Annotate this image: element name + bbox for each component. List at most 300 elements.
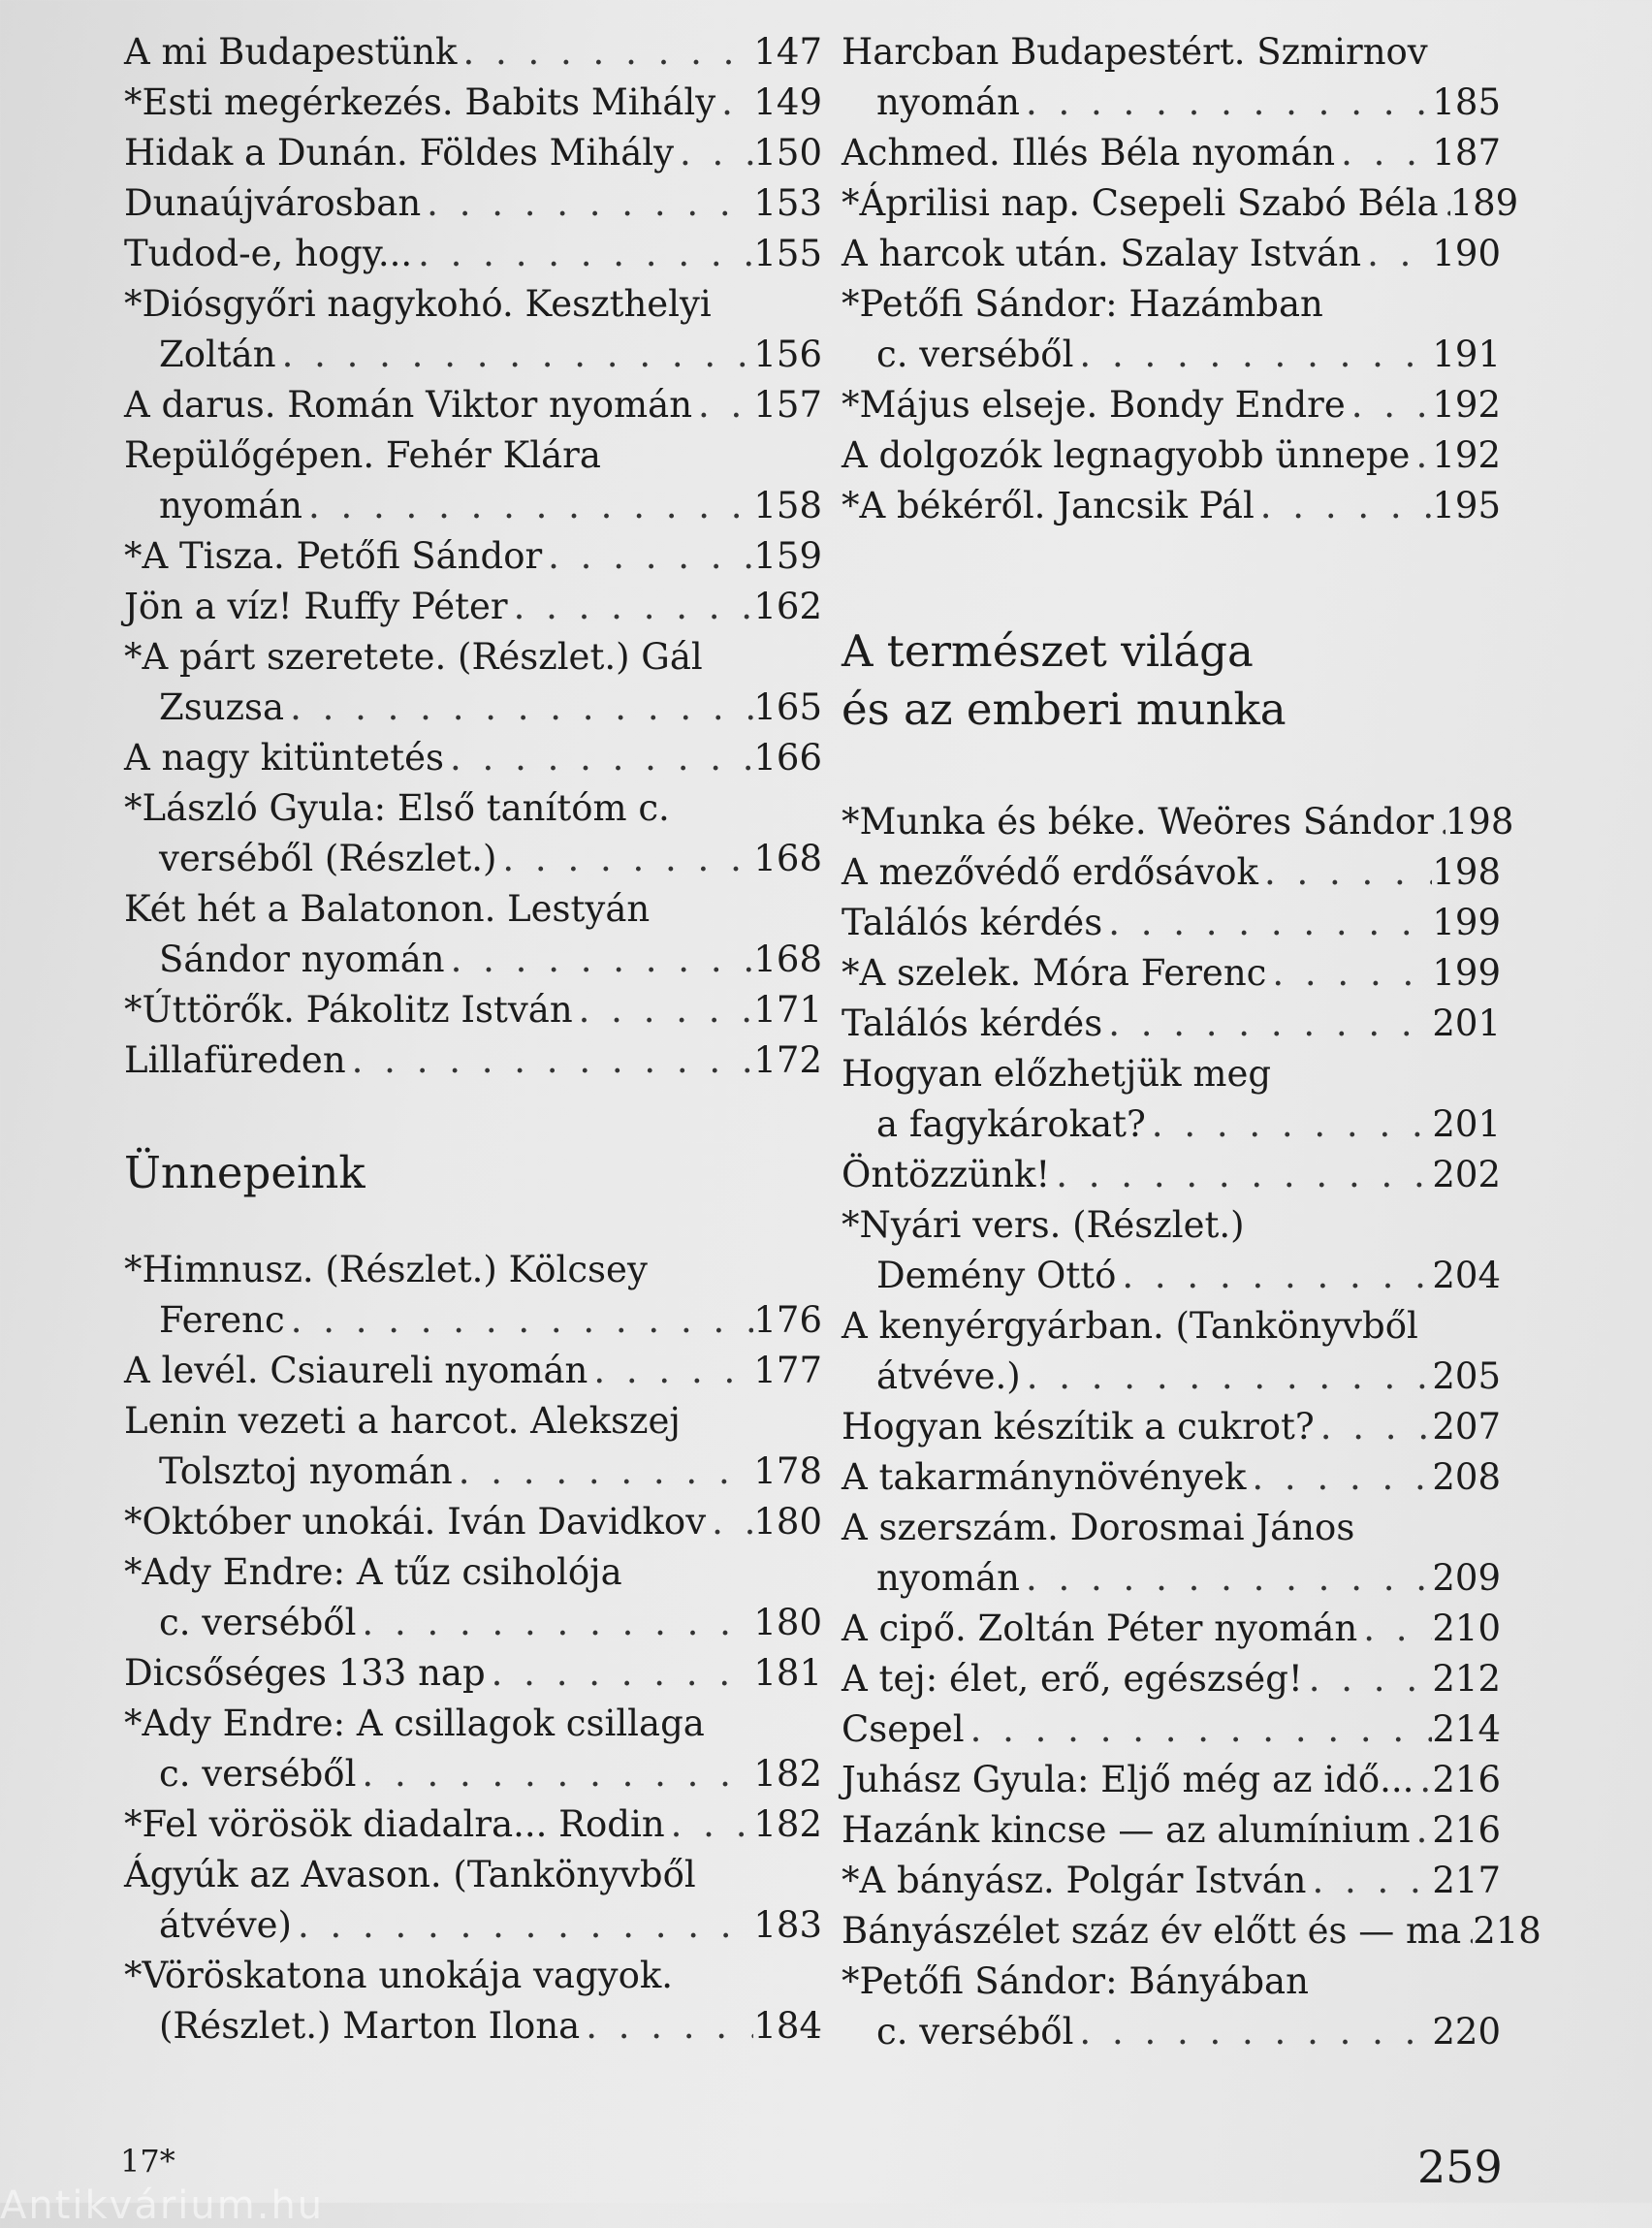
toc-entry-page: 187 — [1432, 132, 1501, 174]
toc-entry — [842, 1856, 1501, 1906]
signature-mark: 17* — [120, 2143, 175, 2180]
toc-entry-row — [124, 1648, 822, 1699]
toc-entry-row — [124, 78, 822, 128]
toc-entry-page: 204 — [1432, 1255, 1501, 1296]
toc-entry-row — [842, 1150, 1501, 1200]
toc-entry-page: 198 — [1432, 851, 1501, 893]
toc-entry-row — [842, 948, 1501, 999]
toc-entry — [124, 1396, 822, 1497]
toc-entry-title-line: *Petőfi Sándor: Hazámban — [842, 283, 1323, 325]
toc-entry-title: A takarmánynövények — [842, 1456, 1247, 1498]
toc-entry-page: 184 — [753, 2005, 822, 2047]
toc-entry-page: 191 — [1432, 334, 1501, 375]
toc-entry-page: 209 — [1432, 1557, 1501, 1599]
dot-leader — [1050, 1150, 1432, 1200]
toc-entry — [842, 1604, 1501, 1654]
toc-entry-row — [842, 1856, 1501, 1906]
toc-entry-title: átvéve) — [159, 1904, 292, 1946]
toc-entry-row — [842, 1604, 1501, 1654]
dot-leader — [1411, 1805, 1433, 1856]
page-number: 259 — [1417, 2141, 1503, 2193]
toc-entry-page: 210 — [1432, 1607, 1501, 1649]
toc-entry-title: Hogyan készítik a cukrot? — [842, 1406, 1315, 1448]
toc-entry — [124, 985, 822, 1035]
dot-leader — [1434, 797, 1446, 847]
toc-entry-row — [124, 27, 822, 78]
toc-entry-title-line: Repülőgépen. Fehér Klára — [124, 434, 601, 476]
dot-leader — [302, 481, 753, 531]
toc-entry-page: 216 — [1432, 1809, 1501, 1851]
toc-entry-page: 199 — [1432, 952, 1501, 994]
dot-leader — [1073, 330, 1432, 380]
toc-entry-page: 149 — [753, 81, 822, 123]
toc-entry-row — [842, 1352, 1501, 1402]
toc-entry-row — [842, 380, 1501, 430]
dot-leader — [1315, 1402, 1433, 1452]
toc-entry — [124, 1648, 822, 1699]
toc-entry-title: *A bányász. Polgár István — [842, 1860, 1307, 1901]
toc-entry — [842, 999, 1501, 1049]
toc-entry — [842, 1452, 1501, 1503]
toc-entry-title: *A szelek. Móra Ferenc — [842, 952, 1267, 994]
toc-entry-title: Csepel — [842, 1708, 965, 1750]
section-heading-unnepeink: Ünnepeink — [124, 1147, 365, 1198]
toc-entry-title: Jön a víz! Ruffy Péter — [124, 586, 508, 627]
toc-entry-row — [124, 1598, 822, 1648]
toc-entry-title: A levél. Csiaureli nyomán — [124, 1350, 588, 1391]
toc-entry-row — [124, 380, 822, 430]
toc-entry-page: 214 — [1432, 1708, 1501, 1750]
toc-entry-title: verséből (Részlet.) — [159, 838, 497, 879]
toc-entry-row — [842, 1402, 1501, 1452]
dot-leader — [1414, 1755, 1432, 1805]
toc-entry — [124, 128, 822, 178]
toc-entry-row — [124, 1749, 822, 1799]
toc-entry-row — [124, 1900, 822, 1951]
toc-entry-page: 162 — [753, 586, 822, 627]
toc-entry-page: 202 — [1432, 1154, 1501, 1195]
toc-entry-row — [842, 797, 1514, 847]
toc-entry-row — [124, 683, 822, 733]
toc-entry — [842, 1301, 1501, 1402]
dot-leader — [356, 1749, 753, 1799]
toc-entry-row — [124, 1497, 822, 1547]
right-column — [842, 27, 1541, 2057]
toc-entry — [124, 430, 822, 531]
dot-leader — [706, 1497, 753, 1547]
toc-entry-row — [842, 1704, 1501, 1755]
toc-entry — [842, 279, 1501, 380]
toc-entry-title-line: Harcban Budapestért. Szmirnov — [842, 31, 1428, 73]
dot-leader — [508, 582, 754, 632]
toc-entry — [842, 1654, 1501, 1704]
toc-entry — [124, 380, 822, 430]
toc-entry-title: Dicsőséges 133 nap — [124, 1652, 486, 1694]
dot-leader — [285, 1295, 754, 1346]
dot-leader — [1306, 1856, 1432, 1906]
dot-leader — [1102, 999, 1432, 1049]
toc-entry-title: A nagy kitüntetés — [124, 737, 445, 779]
toc-entry-title: Dunaújvárosban — [124, 182, 422, 224]
toc-entry-page: 156 — [753, 334, 822, 375]
dot-leader — [356, 1598, 753, 1648]
toc-entry-title: a fagykárokat? — [876, 1103, 1146, 1145]
toc-entry-title: nyomán — [876, 1557, 1020, 1599]
toc-entry-row — [124, 1346, 822, 1396]
toc-entry — [124, 1547, 822, 1648]
toc-list — [124, 27, 822, 1086]
toc-entry-page: 157 — [753, 384, 822, 426]
toc-entry-page: 155 — [753, 233, 822, 274]
toc-entry-title-line: *Petőfi Sándor: Bányában — [842, 1960, 1309, 2002]
toc-entry-page: 205 — [1432, 1355, 1501, 1397]
toc-entry-page: 218 — [1473, 1910, 1541, 1952]
toc-entry-title-line: Lenin vezeti a harcot. Alekszej — [124, 1400, 681, 1442]
toc-entry-title-line: Ágyúk az Avason. (Tankönyvből — [124, 1854, 696, 1895]
toc-entry-page: 199 — [1432, 902, 1501, 943]
toc-entry — [842, 1503, 1501, 1604]
toc-entry-title: c. verséből — [159, 1602, 357, 1643]
dot-leader — [1073, 2007, 1432, 2057]
toc-entry-title: Öntözzünk! — [842, 1154, 1051, 1195]
toc-entry-title: *A békéről. Jancsik Pál — [842, 485, 1255, 526]
toc-entry-title: *A Tisza. Petőfi Sándor — [124, 535, 543, 577]
toc-entry-title-line: Két hét a Balatonon. Lestyán — [124, 888, 651, 930]
dot-leader — [1246, 1452, 1432, 1503]
toc-entry — [124, 178, 822, 229]
toc-entry-page: 216 — [1432, 1759, 1501, 1800]
toc-entry-page: 182 — [753, 1803, 822, 1845]
dot-leader — [284, 683, 753, 733]
toc-entry — [124, 229, 822, 279]
toc-entry — [842, 1704, 1501, 1755]
toc-entry-page: 212 — [1432, 1658, 1501, 1700]
toc-entry-row — [842, 481, 1501, 531]
toc-entry-row — [124, 2001, 822, 2052]
toc-entry-title: Hidak a Dunán. Földes Mihály — [124, 132, 675, 174]
toc-entry-row — [124, 834, 822, 884]
toc-entry-page: 176 — [753, 1299, 822, 1341]
toc-entry — [842, 1049, 1501, 1150]
dot-leader — [1102, 898, 1432, 948]
dot-leader — [1266, 948, 1432, 999]
toc-entry-page: 172 — [753, 1039, 822, 1081]
toc-list — [842, 797, 1541, 2057]
toc-entry-title: Demény Ottó — [876, 1255, 1117, 1296]
toc-entry-row — [842, 898, 1501, 948]
toc-entry-title-line: *A párt szeretete. (Részlet.) Gál — [124, 636, 703, 678]
toc-entry-title: Hazánk kincse — az alumínium — [842, 1809, 1411, 1851]
toc-entry — [842, 898, 1501, 948]
toc-entry-title: *Fel vörösök diadalra... Rodin — [124, 1803, 665, 1845]
toc-entry-title: nyomán — [159, 485, 302, 526]
toc-entry-page: 182 — [753, 1753, 822, 1795]
toc-entry-title: *Áprilisi nap. Csepeli Szabó Béla — [842, 182, 1439, 224]
toc-entry — [842, 380, 1501, 430]
watermark: Antikvárium.hu — [0, 2183, 325, 2228]
toc-entry — [124, 1245, 822, 1346]
toc-entry-row — [842, 128, 1501, 178]
toc-entry-row — [124, 178, 822, 229]
toc-entry — [124, 884, 822, 985]
toc-entry-title: A darus. Román Viktor nyomán — [124, 384, 693, 426]
toc-entry — [124, 1799, 822, 1850]
toc-entry — [124, 1346, 822, 1396]
toc-list — [842, 27, 1519, 531]
toc-entry — [124, 1850, 822, 1951]
toc-entry-row — [124, 935, 822, 985]
toc-entry-page: 177 — [753, 1350, 822, 1391]
toc-entry-title: Bányászélet száz év előtt és — ma — [842, 1910, 1462, 1952]
toc-entry-page: 208 — [1432, 1456, 1501, 1498]
toc-entry-page: 153 — [753, 182, 822, 224]
dot-leader — [580, 2001, 753, 2052]
toc-entry-title: A cipő. Zoltán Péter nyomán — [842, 1607, 1358, 1649]
toc-entry-page: 192 — [1432, 384, 1501, 426]
toc-entry — [842, 27, 1501, 128]
toc-entry-title: *Október unokái. Iván Davidkov — [124, 1501, 707, 1543]
toc-entry-title: *Úttörők. Pákolitz István — [124, 989, 573, 1031]
dot-leader — [444, 733, 753, 783]
toc-entry-title-line: A szerszám. Dorosmai János — [842, 1507, 1355, 1548]
toc-entry-page: 195 — [1432, 485, 1501, 526]
dot-leader — [674, 128, 753, 178]
toc-entry-row — [124, 733, 822, 783]
dot-leader — [1346, 380, 1433, 430]
dot-leader — [1361, 229, 1432, 279]
toc-entry — [124, 1497, 822, 1547]
toc-entry — [124, 27, 822, 78]
toc-entry-title-line: *Vöröskatona unokája vagyok. — [124, 1955, 674, 1996]
dot-leader — [1303, 1654, 1433, 1704]
dot-leader — [1116, 1251, 1432, 1301]
toc-entry — [124, 1699, 822, 1799]
toc-entry-row — [842, 1805, 1501, 1856]
toc-entry-page: 178 — [753, 1450, 822, 1492]
toc-entry-title: c. verséből — [876, 334, 1074, 375]
toc-entry-row — [124, 330, 822, 380]
dot-leader — [1146, 1099, 1433, 1150]
toc-entry-row — [842, 1755, 1501, 1805]
toc-entry-title: A harcok után. Szalay István — [842, 233, 1362, 274]
dot-leader — [346, 1035, 754, 1086]
toc-entry-row — [124, 1035, 822, 1086]
toc-entry — [842, 178, 1519, 229]
toc-entry-title: c. verséből — [876, 2011, 1074, 2053]
toc-entry-page: 201 — [1432, 1103, 1501, 1145]
toc-entry-title-line: A kenyérgyárban. (Tankönyvből — [842, 1305, 1418, 1347]
dot-leader — [496, 834, 753, 884]
toc-entry — [842, 430, 1501, 481]
toc-entry — [842, 1402, 1501, 1452]
toc-entry-row — [842, 330, 1501, 380]
toc-entry-title: Zsuzsa — [159, 686, 285, 728]
toc-entry — [842, 1906, 1541, 1957]
toc-entry-title-line: *Ady Endre: A csillagok csillaga — [124, 1703, 705, 1744]
toc-entry-title-line: Hogyan előzhetjük meg — [842, 1053, 1272, 1095]
dot-leader — [1021, 1352, 1433, 1402]
toc-list — [124, 1245, 822, 2052]
toc-entry-row — [842, 1452, 1501, 1503]
toc-entry-title: c. verséből — [159, 1753, 357, 1795]
toc-entry-page: 165 — [753, 686, 822, 728]
toc-entry-row — [124, 1295, 822, 1346]
toc-entry-row — [842, 1251, 1501, 1301]
dot-leader — [486, 1648, 754, 1699]
toc-entry-row — [124, 229, 822, 279]
toc-entry-title-line: *Himnusz. (Részlet.) Kölcsey — [124, 1249, 648, 1290]
toc-entry — [842, 948, 1501, 999]
dot-leader — [1020, 78, 1432, 128]
toc-entry-title: *Munka és béke. Weöres Sándor — [842, 801, 1434, 843]
toc-entry-title: Tudod-e, hogy... — [124, 233, 413, 274]
toc-entry-title: Achmed. Illés Béla nyomán — [842, 132, 1336, 174]
toc-entry-title: nyomán — [876, 81, 1020, 123]
dot-leader — [1258, 847, 1432, 898]
toc-entry-title: Találós kérdés — [842, 1003, 1103, 1044]
toc-entry-row — [842, 1099, 1501, 1150]
toc-entry-page: 198 — [1445, 801, 1514, 843]
toc-entry — [124, 78, 822, 128]
toc-entry-row — [124, 582, 822, 632]
toc-entry-title: Sándor nyomán — [159, 939, 445, 980]
toc-entry-page: 147 — [753, 31, 822, 73]
toc-entry-page: 168 — [753, 939, 822, 980]
toc-entry-page: 220 — [1432, 2011, 1501, 2053]
dot-leader — [1020, 1553, 1432, 1604]
dot-leader — [665, 1799, 754, 1850]
toc-entry-row — [842, 78, 1501, 128]
dot-leader — [292, 1900, 753, 1951]
toc-entry-page: 207 — [1432, 1406, 1501, 1448]
toc-entry-row — [124, 128, 822, 178]
toc-entry — [842, 1150, 1501, 1200]
toc-entry-page: 171 — [753, 989, 822, 1031]
toc-entry-row — [124, 985, 822, 1035]
toc-entry — [124, 632, 822, 733]
toc-entry-title: A mi Budapestünk — [124, 31, 458, 73]
toc-entry-title-line: *Nyári vers. (Részlet.) — [842, 1204, 1245, 1246]
toc-entry-title: Ferenc — [159, 1299, 285, 1341]
toc-entry-row — [842, 2007, 1501, 2057]
toc-entry-row — [842, 430, 1501, 481]
dot-leader — [1461, 1906, 1473, 1957]
dot-leader — [1357, 1604, 1432, 1654]
dot-leader — [692, 380, 753, 430]
toc-entry — [124, 582, 822, 632]
dot-leader — [1255, 481, 1433, 531]
dot-leader — [457, 27, 753, 78]
dot-leader — [445, 935, 754, 985]
toc-entry — [842, 481, 1501, 531]
toc-entry-row — [842, 229, 1501, 279]
toc-entry-title: A dolgozók legnagyobb ünnepe — [842, 434, 1411, 476]
toc-entry-row — [842, 847, 1501, 898]
toc-entry-page: 192 — [1432, 434, 1501, 476]
toc-entry-title: Lillafüreden — [124, 1039, 346, 1081]
toc-entry-page: 168 — [753, 838, 822, 879]
toc-entry-row — [124, 1447, 822, 1497]
toc-entry-page: 217 — [1432, 1860, 1501, 1901]
toc-entry-page: 166 — [753, 737, 822, 779]
section-heading-line2: és az emberi munka — [842, 684, 1287, 735]
toc-entry-page: 190 — [1432, 233, 1501, 274]
toc-entry-page: 183 — [753, 1904, 822, 1946]
toc-entry — [842, 797, 1514, 847]
toc-entry-row — [124, 481, 822, 531]
toc-entry — [842, 1805, 1501, 1856]
dot-leader — [573, 985, 754, 1035]
toc-entry — [124, 783, 822, 884]
toc-entry — [842, 1957, 1501, 2057]
dot-leader — [276, 330, 754, 380]
dot-leader — [1439, 178, 1450, 229]
toc-entry — [842, 1755, 1501, 1805]
toc-entry — [124, 733, 822, 783]
toc-entry-row — [842, 999, 1501, 1049]
dot-leader — [412, 229, 753, 279]
toc-entry-title-line: *Diósgyőri nagykohó. Keszthelyi — [124, 283, 712, 325]
dot-leader — [542, 531, 753, 582]
toc-entry-page: 150 — [753, 132, 822, 174]
toc-entry — [842, 128, 1501, 178]
toc-entry-page: 180 — [753, 1602, 822, 1643]
toc-entry-row — [842, 1654, 1501, 1704]
toc-entry-page: 201 — [1432, 1003, 1501, 1044]
toc-entry-title: A tej: élet, erő, egészség! — [842, 1658, 1303, 1700]
toc-entry-row — [124, 1799, 822, 1850]
dot-leader — [715, 78, 753, 128]
left-column — [124, 27, 822, 2052]
toc-entry-title: *Május elseje. Bondy Endre — [842, 384, 1346, 426]
toc-entry — [842, 1200, 1501, 1301]
toc-entry-row — [124, 531, 822, 582]
toc-entry — [842, 847, 1501, 898]
toc-entry-title-line: *Ady Endre: A tűz csiholója — [124, 1551, 622, 1593]
toc-entry-row — [842, 1553, 1501, 1604]
dot-leader — [1410, 430, 1432, 481]
toc-entry — [842, 229, 1501, 279]
toc-entry-page: 185 — [1432, 81, 1501, 123]
dot-leader — [1335, 128, 1432, 178]
toc-entry-page: 159 — [753, 535, 822, 577]
toc-entry — [124, 531, 822, 582]
toc-entry-page: 158 — [753, 485, 822, 526]
toc-entry-row — [842, 1906, 1541, 1957]
toc-entry-title: Találós kérdés — [842, 902, 1103, 943]
toc-entry — [124, 1035, 822, 1086]
toc-entry-page: 180 — [753, 1501, 822, 1543]
toc-entry-title: Zoltán — [159, 334, 276, 375]
toc-entry-page: 181 — [753, 1652, 822, 1694]
dot-leader — [588, 1346, 753, 1396]
toc-entry-title: Juhász Gyula: Eljő még az idő... — [842, 1759, 1414, 1800]
toc-entry-title: (Részlet.) Marton Ilona — [159, 2005, 581, 2047]
toc-entry-page: 189 — [1449, 182, 1519, 224]
toc-entry-title: *Esti megérkezés. Babits Mihály — [124, 81, 716, 123]
dot-leader — [965, 1704, 1433, 1755]
toc-entry-title: átvéve.) — [876, 1355, 1021, 1397]
dot-leader — [421, 178, 753, 229]
toc-entry — [124, 279, 822, 380]
toc-entry-title: A mezővédő erdősávok — [842, 851, 1258, 893]
toc-entry-title-line: *László Gyula: Első tanítóm c. — [124, 787, 670, 829]
toc-entry-row — [842, 178, 1519, 229]
toc-entry — [124, 1951, 822, 2052]
dot-leader — [453, 1447, 754, 1497]
toc-entry-title: Tolsztoj nyomán — [159, 1450, 453, 1492]
section-heading-line1: A természet világa — [842, 625, 1254, 677]
